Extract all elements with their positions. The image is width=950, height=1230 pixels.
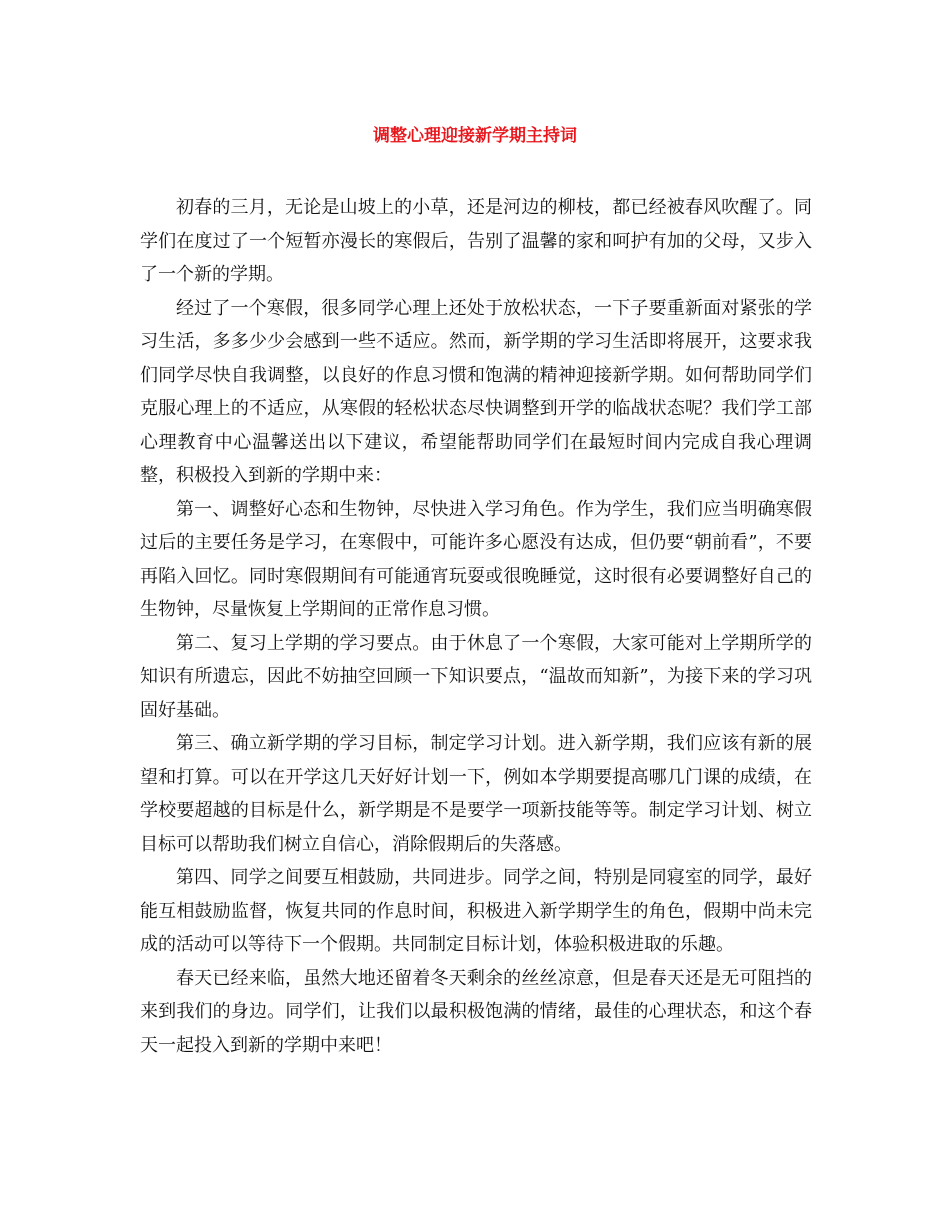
paragraph-suggestion-1: 第一、调整好心态和生物钟，尽快进入学习角色。作为学生，我们应当明确寒假过后的主要任务是学习，在寒假中，可能许多心愿没有达成，但仍要“朝前看”，不要再陷入回忆。同时寒假期间有可能通宵玩耍或很晚睡觉，这时很有必要调整好自己的生物钟，尽量恢复上学期间的正常作息习惯。 (140, 498, 812, 620)
document-title: 调整心理迎接新学期主持词 (373, 126, 577, 146)
paragraph-context: 经过了一个寒假，很多同学心理上还处于放松状态，一下子要重新面对紧张的学习生活，多多少少会感到一些不适应。然而，新学期的学习生活即将展开，这要求我们同学尽快自我调整，以良好的作息习惯和饱满的精神迎接新学期。如何帮助同学们克服心理上的不适应，从寒假的轻松状态尽快调整到开学的临战状态呢？我们学工部心理教育中心温馨送出以下建议，希望能帮助同学们在最短时间内完成自我心理调整，积极投入到新的学期中来： (140, 297, 812, 486)
paragraph-suggestion-3: 第三、确立新学期的学习目标，制定学习计划。进入新学期，我们应该有新的展望和打算。可以在开学这几天好好计划一下，例如本学期要提高哪几门课的成绩，在学校要超越的目标是什么，新学期是不是要学一项新技能等等。制定学习计划、树立目标可以帮助我们树立自信心，消除假期后的失落感。 (140, 733, 812, 855)
paragraph-closing: 春天已经来临，虽然大地还留着冬天剩余的丝丝凉意，但是春天还是无可阻挡的来到我们的身边。同学们，让我们以最积极饱满的情绪，最佳的心理状态，和这个春天一起投入到新的学期中来吧！ (140, 967, 812, 1056)
paragraph-suggestion-4: 第四、同学之间要互相鼓励，共同进步。同学之间，特别是同寝室的同学，最好能互相鼓励监督，恢复共同的作息时间，积极进入新学期学生的角色，假期中尚未完成的活动可以等待下一个假期。共同制定目标计划，体验积极进取的乐趣。 (140, 867, 812, 955)
paragraph-intro: 初春的三月，无论是山坡上的小草，还是河边的柳枝，都已经被春风吹醒了。同学们在度过了一个短暂亦漫长的寒假后，告别了温馨的家和呵护有加的父母，又步入了一个新的学期。 (140, 197, 812, 285)
paragraph-suggestion-2: 第二、复习上学期的学习要点。由于休息了一个寒假，大家可能对上学期所学的知识有所遗忘，因此不妨抽空回顾一下知识要点，“温故而知新”，为接下来的学习巩固好基础。 (140, 632, 812, 721)
document-body (140, 191, 812, 1062)
